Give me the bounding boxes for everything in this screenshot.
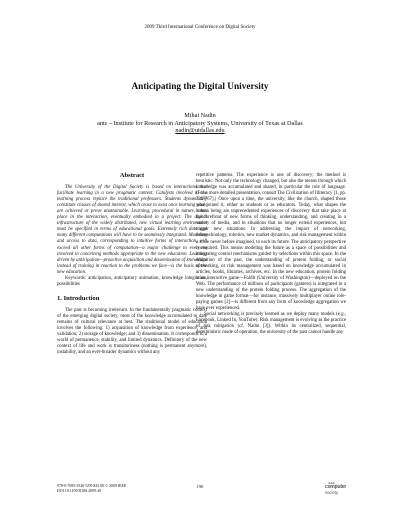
author-affiliation: antε – Institute for Research in Anticipatory Systems, University of Texas at Dallas xyxy=(97,119,303,127)
abstract-heading: Abstract xyxy=(119,172,145,179)
left-column xyxy=(57,173,207,356)
right-paragraph-2: Social networking is precisely learned as we deploy many models (e.g., Facebook, Linked In, YouTube). Risk management is evolving as the practice of risk mitigation (cf. Nadin [3]). Within its centralized, sequential, deterministic mode of operation, the university of the past cannot handle any xyxy=(196,312,346,336)
section-heading-introduction: 1. Introduction xyxy=(57,294,100,302)
ieee-computer-society-logo xyxy=(322,481,352,495)
abstract-paragraph: The University of the Digital Society is based on interactions that facilitate learning in a new pragmatic context. Catalysts involved in the learning process replace the traditional professors. Students dynamically constitute classes of shared interest, which cease to exist once learning goals are achieved or prove unattainable. Learning, procedural in nature, takes place in the interaction, eventually embodied in a project. The digital infrastructure of the widely distributed, new virtual learning environment must be specified in terms of educational goals. Extremely rich data and many different computations will have to be seamlessly integrated. Modeling and access to data, corresponding to intuitive forms of interaction, will exceed all other forms of computation—a major challenge to everyone involved in conceiving methods appropriate to the new education. Learning driven by anticipation—proactive acquisition and dissemination of knowledge instead of training in reaction to the problems we face—is the basis of the new education. xyxy=(57,185,207,275)
logo-line-1: IEEE xyxy=(328,481,335,485)
paper-title: Anticipating the Digital University xyxy=(131,82,269,92)
footer-isbn: 978-0-7695-3526-5/09 $25.00 © 2009 IEEE xyxy=(57,484,127,488)
conference-header: 2009 Third International Conference on Digital Society xyxy=(144,25,256,30)
author-name: Mihai Nadin xyxy=(184,112,216,119)
right-paragraph-1: repetitive patterns. The experience is one of discovery; the method is heuristic. Not only the technology changed, but also the means through which knowledge was accumulated and shared, in particular the role of language. (For a more detailed presentation, consult The Civilization of Illiteracy [1, pp. 729-767].) Once upon a time, the university, like the church, shaped those who joined it, either as students or as educators. Today, what shapes the human being are unprecedented experiences of discovery that take place at the forefront of new forms of thinking, understanding, and creating in a variety of media, and in situations that no longer extend experiences, but trigger new situations. In addressing the impact of networking, nanotechnology, robotics, new market dynamics, and risk management within a scale never before imagined, to each its future. The anticipatory perspective is required. This means modeling the future as a space of possibilities and integrating control mechanisms guided by selections within this space. In the education of the past, the understanding of protein folding, or social networking, or risk management was based on knowledge accumulated in articles, books, libraries, archives, etc. In the new education, protein folding is an interactive game—Foldlt (University of Washington)—deployed on the Web. The performance of millions of participants (gamers) is integrated in a new understanding of the protein folding process. The aggregation of the knowledge in game format—for instance, massively multiplayer online role-paying games [2]—is different from any form of knowledge aggregation we have ever experienced. xyxy=(196,173,346,312)
right-column xyxy=(196,173,346,336)
author-email[interactable]: nadin@utdallas.edu xyxy=(175,127,225,135)
page-number: 190 xyxy=(196,484,204,489)
intro-paragraph: The past is becoming irrelevant. In the fundamentally pragmatic context of the emerging digital society, most of the knowledge accumulated to date remains of cultural relevance at best. The traditional model of education involves the following: 1) acquisition of knowledge from experience, and validation; 2) storage of knowledge; and 3) dissemination. It corresponds to a world of permanence, stability, and limited dynamics. Definitory of the new context of life and work is transitoriness (nothing is permanent anymore), instability, and an ever-broader dynamics without any xyxy=(57,307,207,356)
logo-line-2: computer xyxy=(325,484,347,490)
footer-doi: DOI 10.1109/ICDS.2009.49 xyxy=(57,489,101,493)
keywords: Keywords: anticipation, anticipatory animation, knowledge integration, possibilities xyxy=(57,275,207,287)
logo-line-3: society xyxy=(325,489,339,495)
author-block xyxy=(0,112,400,135)
abstract-text xyxy=(57,185,207,276)
